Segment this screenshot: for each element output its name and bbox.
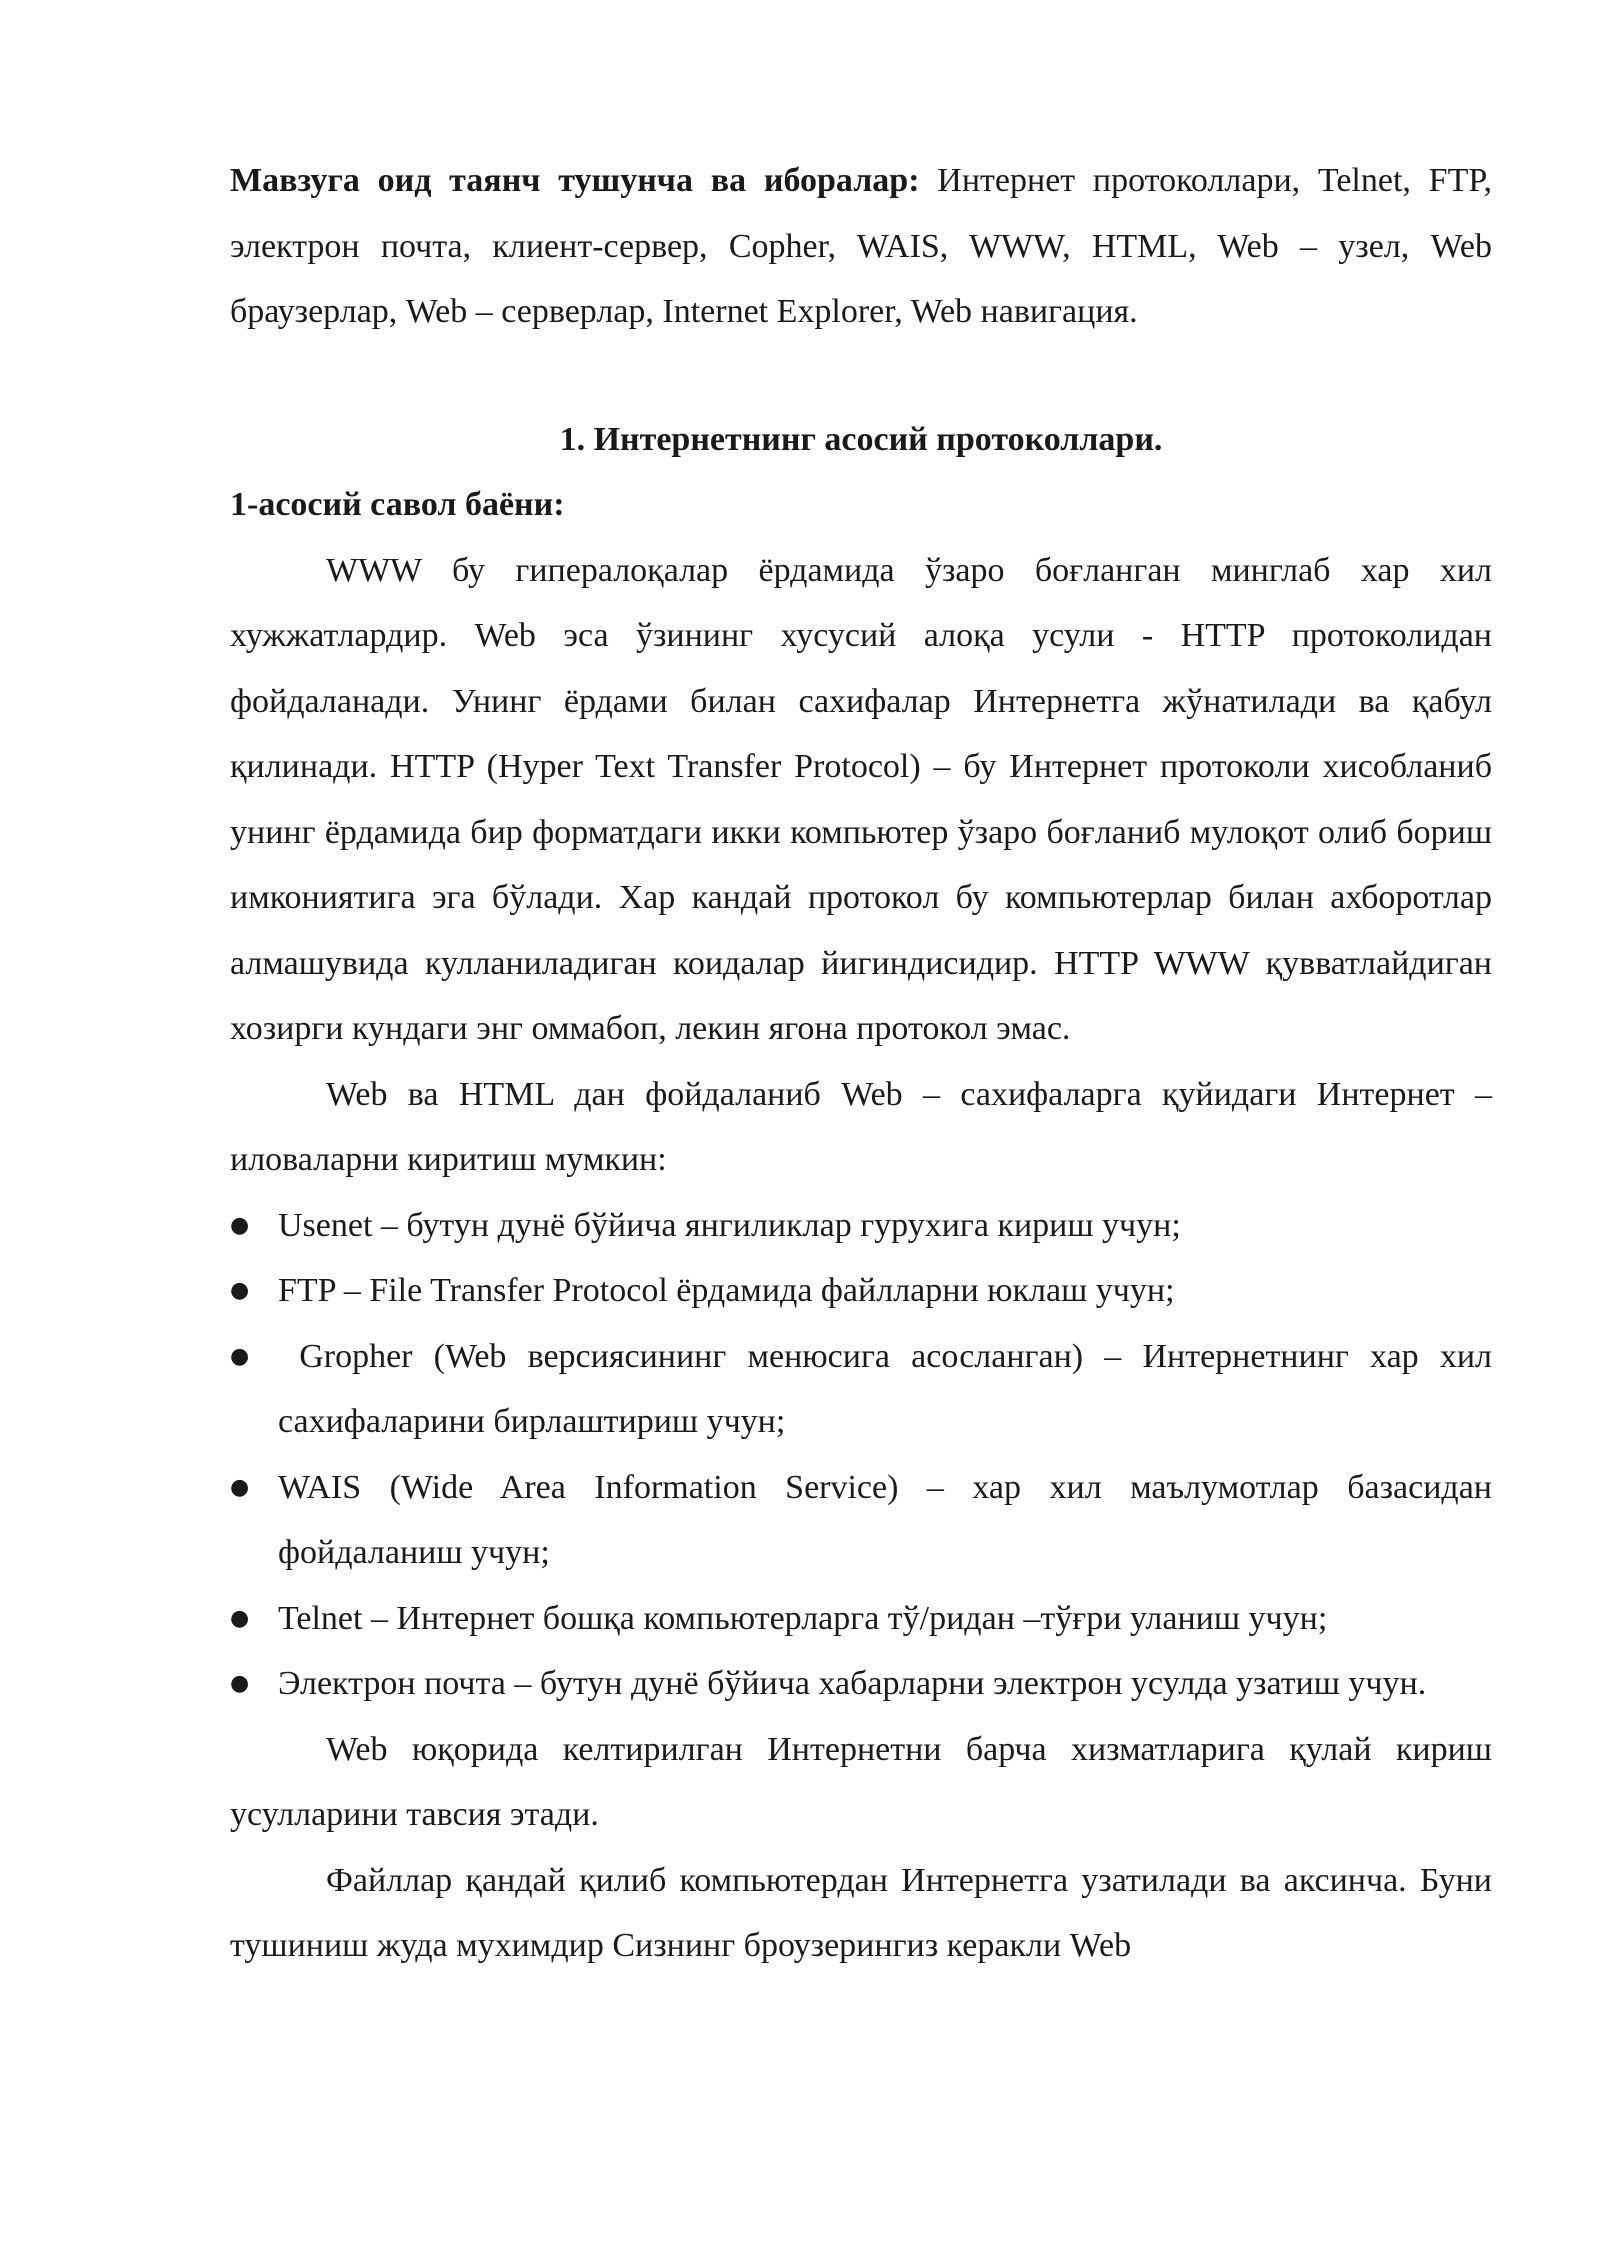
keywords-text: Интернет протоколлари, Telnet, FTP, электрон почта, клиент-сервер, Сopher, WAIS, WWW, HTML, Web – узел, Web браузерлар, Web – серверлар, Internet Explorer, Web навигация. bbox=[230, 162, 1492, 330]
keywords-paragraph bbox=[230, 148, 1492, 345]
list-item-text: Gropher (Web версиясининг менюсига асосланган) – Интернетнинг хар хил сахифаларини бирлаштириш учун; bbox=[278, 1337, 1501, 1440]
bullet-icon: ● bbox=[230, 1278, 250, 1303]
paragraph-www: WWW бу гипералоқалар ёрдамида ўзаро боғланган минглаб хар хил хужжатлардир. Web эса ўзининг хусусий алоқа усули - HTTP протоколидан фойдаланади. Унинг ёрдами билан сахифалар Интернетга жўнатилади ва қабул қилинади. HTTP (Hyper Text Transfer Protocol) – бу Интернет протоколи хисобланиб унинг ёрдамида бир форматдаги икки компьютер ўзаро боғланиб мулоқот олиб бориш имкониятига эга бўлади. Хар кандай протокол бу компьютерлар билан ахборотлар алмашувида кулланиладиган коидалар йигиндисидир. HTTP WWW қувватлайдиган хозирги кундаги энг оммабоп, лекин ягона протокол эмас. bbox=[230, 551, 1492, 1047]
list-item-text: Telnet – Интернет бошқа компьютерларга тў/ридан –тўғри уланиш учун; bbox=[278, 1599, 1328, 1637]
paragraph-web-html: Web ва HTML дан фойдаланиб Web – сахифаларга қуйидаги Интернет – иловаларни киритиш мумкин: bbox=[230, 1075, 1492, 1178]
bullet-icon: ● bbox=[230, 1212, 250, 1238]
bullet-icon: ● bbox=[230, 1474, 250, 1500]
list-item-text: Usenet – бутун дунё бўйича янгиликлар гурухига кириш учун; bbox=[278, 1206, 1181, 1244]
paragraph-web-services: Web юқорида келтирилган Интернетни барча хизматларига қулай кириш усулларини тавсия этади. bbox=[230, 1730, 1492, 1833]
bullet-icon: ● bbox=[230, 1605, 250, 1631]
list-item-text: Электрон почта – бутун дунё бўйича хабарларни электрон усулда узатиш учун. bbox=[278, 1665, 1427, 1702]
keywords-label: Мавзуга оид таянч тушунча ва иборалар: bbox=[230, 162, 920, 199]
list-item bbox=[230, 1586, 1492, 1652]
bullet-icon: ● bbox=[230, 1343, 250, 1369]
section-title: 1. Интернетнинг асосий протоколлари. bbox=[559, 420, 1163, 458]
document-page bbox=[230, 148, 1501, 1979]
paragraph-files: Файллар қандай қилиб компьютердан Интернетга узатилади ва аксинча. Буни тушиниш жуда мухимдир Сизнинг броузерингиз керакли Web bbox=[230, 1861, 1492, 1964]
question-title: 1-асосий савол баёни: bbox=[230, 486, 565, 523]
list-item-text: WAIS (Wide Area Information Service) – хар хил маълумотлар базасидан фойдаланиш учун; bbox=[278, 1468, 1492, 1571]
services-list bbox=[230, 1193, 1501, 1717]
bullet-icon: ● bbox=[230, 1671, 250, 1696]
list-item-text: FTP – File Transfer Protocol ёрдамида файлларни юклаш учун; bbox=[278, 1272, 1175, 1309]
list-item bbox=[230, 1324, 1501, 1455]
list-item bbox=[230, 1455, 1492, 1586]
list-item bbox=[230, 1258, 1492, 1324]
list-item bbox=[230, 1651, 1492, 1717]
list-item bbox=[230, 1193, 1492, 1259]
